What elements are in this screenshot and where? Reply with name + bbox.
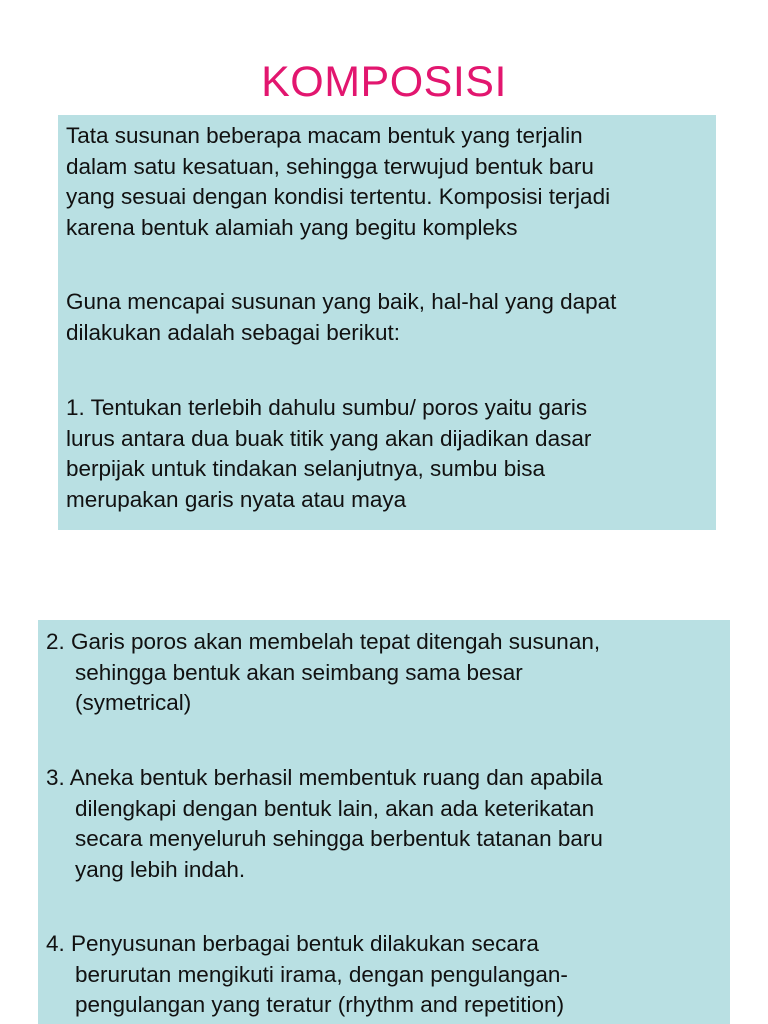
- item4-line: 4. Penyusunan berbagai bentuk dilakukan secara: [46, 931, 539, 956]
- paragraph2-line: Guna mencapai susunan yang baik, hal-hal yang dapat: [66, 289, 617, 314]
- page-title: KOMPOSISI: [261, 58, 507, 106]
- paragraph1-line: dalam satu kesatuan, sehingga terwujud bentuk baru: [66, 153, 594, 179]
- paragraph2-line: dilakukan adalah sebagai berikut:: [66, 319, 400, 345]
- item2-line: 2. Garis poros akan membelah tepat ditengah susunan,: [46, 629, 601, 654]
- item3-line: secara menyeluruh sehingga berbentuk tatanan baru: [75, 826, 603, 852]
- item3-line: dilengkapi dengan bentuk lain, akan ada keterikatan: [75, 795, 595, 821]
- paragraph1-line: Tata susunan beberapa macam bentuk yang terjalin: [66, 123, 583, 148]
- paragraph3-line: lurus antara dua buak titik yang akan dijadikan dasar: [66, 425, 592, 451]
- item3-line: yang lebih indah.: [75, 857, 246, 883]
- item4-line: berurutan mengikuti irama, dengan pengulangan-: [75, 961, 568, 987]
- paragraph1-line: yang sesuai dengan kondisi tertentu. Komposisi terjadi: [66, 184, 611, 210]
- paragraph1-line: karena bentuk alamiah yang begitu kompleks: [66, 215, 518, 241]
- paragraph3-line: berpijak untuk tindakan selanjutnya, sumbu bisa: [66, 456, 546, 482]
- item2-line: sehingga bentuk akan seimbang sama besar: [75, 659, 523, 685]
- item2-line: (symetrical): [75, 690, 192, 716]
- item3-line: 3. Aneka bentuk berhasil membentuk ruang dan apabila: [46, 765, 603, 790]
- item4-line: pengulangan yang teratur (rhythm and repetition): [75, 992, 565, 1018]
- paragraph3-line: 1. Tentukan terlebih dahulu sumbu/ poros yaitu garis: [66, 395, 588, 420]
- paragraph3-line: merupakan garis nyata atau maya: [66, 487, 407, 513]
